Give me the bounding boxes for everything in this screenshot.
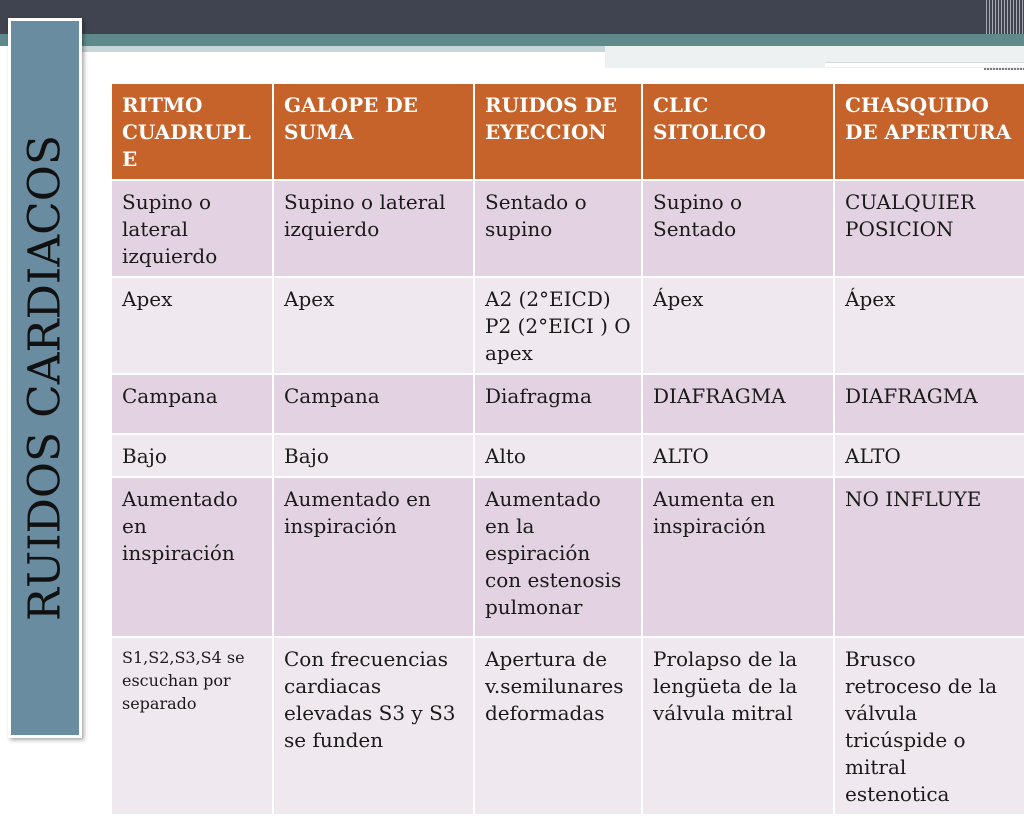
table-cell: CUALQUIER POSICION: [834, 180, 1024, 277]
teal-band: [0, 34, 1024, 46]
table-cell: Bajo: [111, 434, 273, 477]
table-row-caracteristicas: [111, 637, 1024, 815]
heart-sounds-table-container: [110, 84, 1024, 806]
table-cell: Apertura de v.semilunares deformadas: [474, 637, 642, 815]
header-clic-sistolico: CLIC SITOLICO: [642, 84, 834, 180]
decor-line-thin: [825, 62, 1024, 67]
table-cell: S1,S2,S3,S4 se escuchan por separado: [111, 637, 273, 815]
table-row-respiracion: [111, 477, 1024, 637]
table-cell: A2 (2°EICD) P2 (2°EICI ) O apex: [474, 277, 642, 374]
table-cell: Apex: [273, 277, 474, 374]
table-cell: Ápex: [642, 277, 834, 374]
table-cell: Supino o lateral izquierdo: [273, 180, 474, 277]
table-header-row: [111, 84, 1024, 180]
table-row-posicion: [111, 180, 1024, 277]
header-galope-de-suma: GALOPE DE SUMA: [273, 84, 474, 180]
table-cell: NO INFLUYE: [834, 477, 1024, 637]
table-cell: ALTO: [642, 434, 834, 477]
table-cell: Apex: [111, 277, 273, 374]
table-cell: Brusco retroceso de la válvula tricúspide o mitral estenotica: [834, 637, 1024, 815]
table-cell: Diafragma: [474, 374, 642, 434]
top-bar: [0, 0, 1024, 34]
table-cell: Aumentado en inspiración: [111, 477, 273, 637]
table-row-foco: [111, 277, 1024, 374]
table-cell: DIAFRAGMA: [642, 374, 834, 434]
header-ritmo-cuadruple: RITMO CUADRUPL E: [111, 84, 273, 180]
slide-title: RUIDOS CARDIACOS: [19, 135, 71, 621]
table-cell: Aumentado en la espiración con estenosis pulmonar: [474, 477, 642, 637]
table-row-estetoscopio: [111, 374, 1024, 434]
table-cell: ALTO: [834, 434, 1024, 477]
heart-sounds-table: [110, 84, 1024, 816]
table-cell: Prolapso de la lengüeta de la válvula mitral: [642, 637, 834, 815]
table-cell: Supino o lateral izquierdo: [111, 180, 273, 277]
side-title-panel: [8, 18, 82, 738]
table-cell: Alto: [474, 434, 642, 477]
table-cell: Aumenta en inspiración: [642, 477, 834, 637]
table-cell: Bajo: [273, 434, 474, 477]
table-cell: Aumentado en inspiración: [273, 477, 474, 637]
header-ruidos-de-eyeccion: RUIDOS DE EYECCION: [474, 84, 642, 180]
table-row-tono: [111, 434, 1024, 477]
table-cell: Supino o Sentado: [642, 180, 834, 277]
table-cell: Campana: [273, 374, 474, 434]
table-cell: Campana: [111, 374, 273, 434]
table-cell: Ápex: [834, 277, 1024, 374]
header-chasquido-de-apertura: CHASQUIDO DE APERTURA: [834, 84, 1024, 180]
table-cell: DIAFRAGMA: [834, 374, 1024, 434]
table-cell: Sentado o supino: [474, 180, 642, 277]
table-cell: Con frecuencias cardiacas elevadas S3 y S3 se funden: [273, 637, 474, 815]
